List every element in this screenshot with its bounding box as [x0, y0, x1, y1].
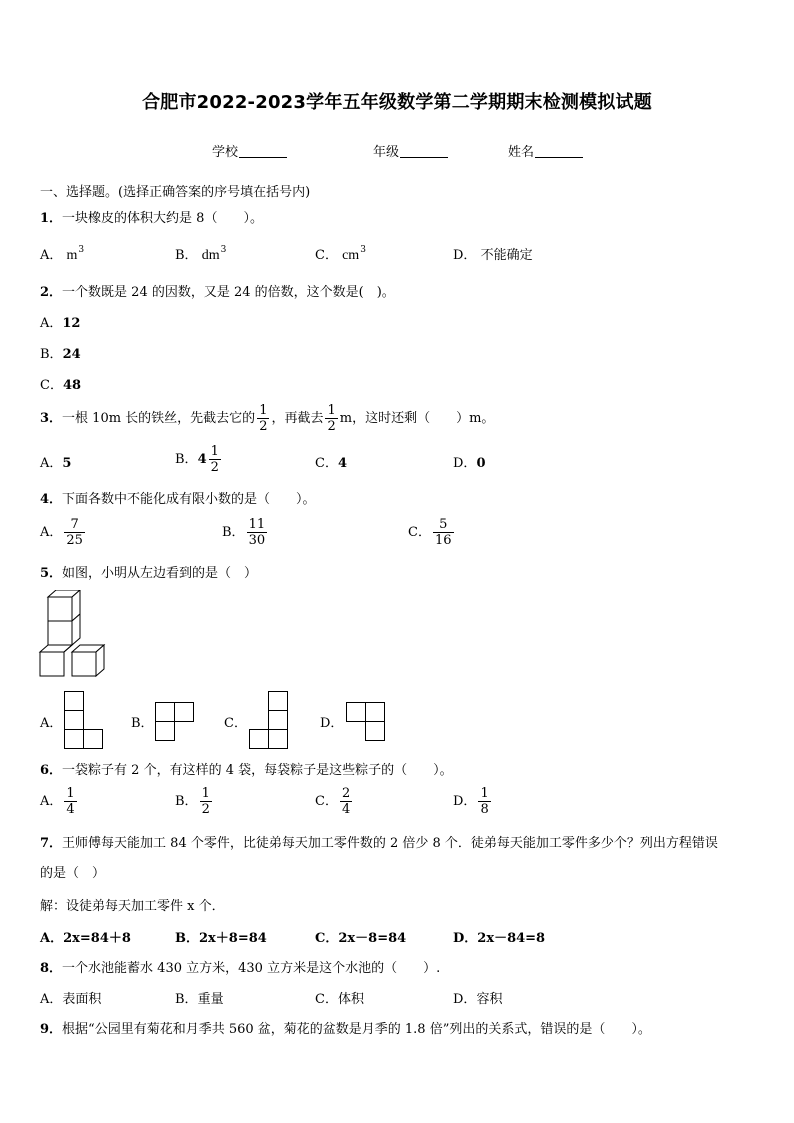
question-3: 3．一根 10m 长的铁丝，先截去它的 $\frac{1}{2}$ ，再截去 $\frac{1}{2}$ m，这时还剩（ ）m。: [40, 403, 495, 434]
q7-solution: 解：设徒弟每天加工零件 x 个．: [40, 899, 225, 914]
q3-option-b[interactable]: B．4 $\frac{1}{2}$: [175, 444, 219, 475]
q4-option-b[interactable]: B． $\frac{11}{30}$: [222, 517, 266, 548]
q6-option-b[interactable]: B． $\frac{1}{2}$: [175, 786, 210, 817]
q8-option-b[interactable]: B．重量: [175, 992, 224, 1007]
q2-option-b[interactable]: B．24: [40, 347, 81, 362]
q6-option-a[interactable]: A． $\frac{1}{4}$: [40, 786, 75, 817]
q5-option-b[interactable]: B．: [131, 716, 154, 731]
q7-option-c[interactable]: C．2x－8=84: [315, 931, 407, 946]
option-d-shape-icon: [346, 702, 386, 742]
fraction: $\frac{1}{2}$: [327, 403, 336, 434]
question-8: 8．一个水池能蓄水 430 立方米，430 立方米是这个水池的（ ）.: [40, 961, 441, 976]
grade-field: 年级: [373, 141, 448, 160]
q1-option-c[interactable]: C． $cm^3$: [315, 245, 366, 263]
option-a-shape-icon: [64, 691, 104, 749]
q2-option-c[interactable]: C．48: [40, 378, 82, 393]
question-6: 6．一袋粽子有 2 个，有这样的 4 袋，每袋粽子是这些粽子的（ ）。: [40, 763, 453, 778]
q8-option-d[interactable]: D．容积: [453, 992, 503, 1007]
name-field: 姓名: [508, 141, 583, 160]
q5-option-d[interactable]: D．: [320, 716, 344, 731]
q1-option-b[interactable]: B． $dm^3$: [175, 245, 227, 263]
question-1: 1．一块橡皮的体积大约是 8（ ）。: [40, 211, 263, 226]
q5-option-c[interactable]: C．: [224, 716, 247, 731]
option-b-shape-icon: [155, 702, 195, 742]
q1-option-a[interactable]: A． $m^3$: [40, 245, 85, 263]
fraction: $\frac{1}{2}$: [259, 403, 268, 434]
q6-option-c[interactable]: C． $\frac{2}{4}$: [315, 786, 351, 817]
question-5: 5．如图，小明从左边看到的是（ ）: [40, 566, 258, 581]
question-9: 9．根据“公园里有菊花和月季共 560 盆，菊花的盆数是月季的 1.8 倍”列出的关系式，错误的是（ ）。: [40, 1022, 651, 1037]
question-7: 7．王师傅每天能加工 84 个零件，比徒弟每天加工零件数的 2 倍少 8 个．徒弟每天能加工零件多少个？列出方程错误: [40, 836, 718, 851]
q3-option-d[interactable]: D．0: [453, 456, 486, 471]
q5-option-a[interactable]: A．: [40, 716, 63, 731]
q6-option-d[interactable]: D． $\frac{1}{8}$: [453, 786, 489, 817]
cube-stack-figure: [38, 590, 110, 686]
q4-option-c[interactable]: C． $\frac{5}{16}$: [408, 517, 452, 548]
section-heading: 一、选择题。(选择正确答案的序号填在括号内): [40, 185, 311, 200]
page-title: 合肥市2022-2023学年五年级数学第二学期期末检测模拟试题: [142, 92, 652, 113]
option-c-shape-icon: [249, 691, 289, 749]
q3-option-c[interactable]: C．4: [315, 456, 347, 471]
q8-option-a[interactable]: A．表面积: [40, 992, 102, 1007]
q8-option-c[interactable]: C．体积: [315, 992, 364, 1007]
q2-option-a[interactable]: A．12: [40, 316, 81, 331]
question-2: 2．一个数既是 24 的因数，又是 24 的倍数，这个数是( )。: [40, 285, 395, 300]
question-4: 4．下面各数中不能化成有限小数的是（ ）。: [40, 492, 316, 507]
school-field: 学校: [212, 141, 287, 160]
question-7-continued: 的是（ ）: [40, 866, 106, 881]
q3-option-a[interactable]: A．5: [40, 456, 72, 471]
q7-option-b[interactable]: B．2x＋8=84: [175, 931, 267, 946]
q4-option-a[interactable]: A． $\frac{7}{25}$: [40, 517, 83, 548]
q1-option-d[interactable]: D． 不能确定: [453, 248, 533, 263]
q7-option-d[interactable]: D．2x－84=8: [453, 931, 546, 946]
q7-option-a[interactable]: A．2x=84＋8: [40, 931, 131, 946]
